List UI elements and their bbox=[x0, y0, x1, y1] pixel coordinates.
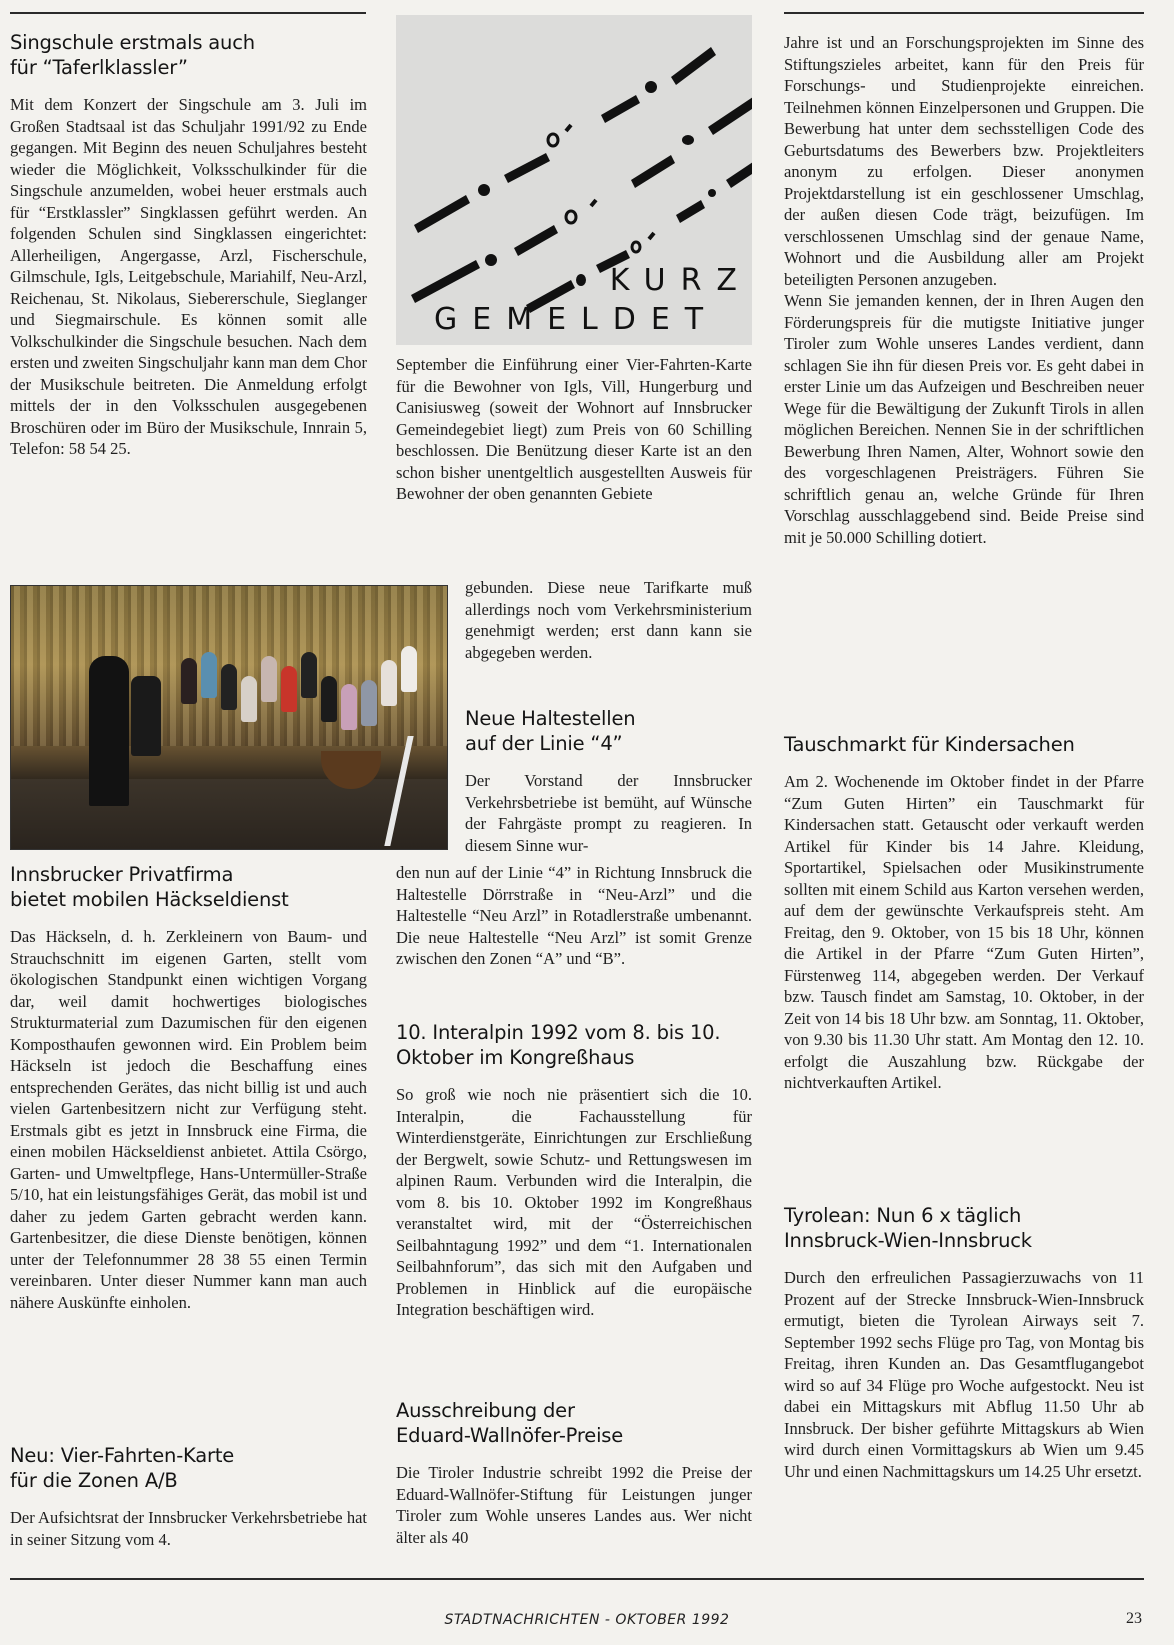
top-rule-left bbox=[10, 12, 366, 14]
article-haltestellen bbox=[465, 706, 752, 856]
choir-photo bbox=[10, 585, 448, 850]
article-tauschmarkt bbox=[784, 732, 1144, 1094]
article-singschule bbox=[10, 30, 367, 460]
article-body: Die Tiroler Industrie schreibt 1992 die Preise der Eduard-Wallnöfer-Stiftung für Leistungen junger Tiroler zum Wohle unseres Landes aus. Wer nicht älter als 40 bbox=[396, 1463, 752, 1547]
article-body: den nun auf der Linie “4” in Richtung Innsbruck die Haltestelle Dörrstraße in “Neu-Arzl” und die Haltestelle “Neu Arzl” in Rotadlerstraße umbenannt. Die neue Haltestelle “Neu Arzl” ist somit Grenze zwischen den Zonen “A” und “B”. bbox=[396, 863, 752, 968]
choir-group bbox=[121, 646, 441, 766]
article-body: gebunden. Diese neue Tarifkarte muß allerdings noch vom Verkehrsministerium genehmigt werden; erst dann kann sie abgegeben werden. bbox=[465, 578, 752, 662]
top-rule-right bbox=[784, 12, 1144, 14]
article-body: Jahre ist und an Forschungsprojekten im Sinne des Stiftungszieles arbeitet, kann für den Preis für Forschungs- und Studienprojekte einreichen. Teilnehmen können Einzelpersonen und Gruppen. Die Bewerbung hat unter dem sechsstelligen Code des Geburtsdatums des Bewerbers bzw. Projektleiters anonym zu erfolgen. Dieser anonymen Projektdarstellung ist ein geschlossener Umschlag, der außen diesen Code trägt, beizufügen. Im verschlossenen Umschlag sind der genaue Name, Wohnort und die Ausbildung aller am Projekt beteiligten Personen anzugeben. bbox=[784, 33, 1144, 289]
article-body: So groß wie noch nie präsentiert sich die 10. Interalpin, die Fachausstellung für Winterdienstgeräte, Einrichtungen zur Erschließung der Bergwelt, sowie Schutz- und Rettungswesen im alpinen Raum. Verbunden wird die Interalpin, die vom 8. bis 10. Oktober 1992 im Kongreßhaus veranstaltet wird, mit der “Österreichischen Seilbahntagung 1992” und dem “1. Internationalen Seilbahnforum”, das sich mit den Aufgaben und Problemen in Hinblick auf die europäische Integration beschäftigen wird. bbox=[396, 1085, 752, 1319]
article-title: Neu: Vier-Fahrten-Karte für die Zonen A/B bbox=[10, 1444, 235, 1492]
article-body: Wenn Sie jemanden kennen, der in Ihren Augen den Förderungspreis für die mutigste Initiative junger Tiroler zum Wohle unseres Landes verdient, dann schlagen Sie ihn für diesen Preis vor. Es geht dabei in erster Linie um das Aufzeigen und Beschreiben neuer Wege für die Bewältigung der Zukunft Tirols in allen möglichen Bereichen. Nennen Sie in der schriftlichen Bewerbung Ihren Namen, Alter, Wohnort sowie den des vorgeschlagenen Preisträgers. Führen Sie schriftlich genau an, welche Gründe für Ihren Vorschlag ausschlaggebend sind. Beide Preise sind mit je 50.000 Schilling dotiert. bbox=[784, 291, 1144, 547]
article-title: Ausschreibung der Eduard-Wallnöfer-Preise bbox=[396, 1399, 624, 1447]
article-title: Neue Haltestellen auf der Linie “4” bbox=[465, 707, 636, 755]
article-vierfahrten bbox=[10, 1443, 367, 1550]
article-body: Durch den erfreulichen Passagierzuwachs von 11 Prozent auf der Strecke Innsbruck-Wien-Innsbruck ermutigt, bieten die Tyrolean Airways seit 7. September 1992 sechs Flüge pro Tag, von Montag bis Freitag, ihren Kunden an. Das Gesamtflugangebot wird so auf 34 Flüge pro Woche aufgestockt. Neu ist dabei ein Mittagskurs mit Abflug 11.50 Uhr ab Innsbruck. Der bisher geführte Mittagskurs ab Wien wird durch einen Vormittagskurs ab Wien um 9.45 Uhr und einen Nachmittagskurs um 14.25 Uhr ersetzt. bbox=[784, 1268, 1144, 1481]
article-body: Der Aufsichtsrat der Innsbrucker Verkehrsbetriebe hat in seiner Sitzung vom 4. bbox=[10, 1508, 367, 1549]
article-vierfahrten-continued bbox=[396, 354, 752, 505]
conductor bbox=[89, 656, 129, 806]
article-title: 10. Interalpin 1992 vom 8. bis 10. Oktober im Kongreßhaus bbox=[396, 1021, 721, 1069]
article-body: Das Häckseln, d. h. Zerkleinern von Baum- und Strauchschnitt im eigenen Garten, stellt vom ökologischen Standpunkt einen wichtigen Vorgang dar, weil damit hochwertiges biologisches Strukturmaterial zum Dazumischen für den eigenen Komposthaufen gewonnen wird. Ein Problem beim Häckseln ist jedoch die Beschaffung eines entsprechenden Gerätes, das nicht billig ist und auch vielen Gartenbesitzern nicht zur Verfügung steht. Erstmals gibt es jetzt in Innsbruck eine Firma, die einen mobilen Häckseldienst anbietet. Attila Csörgo, Garten- und Umweltpflege, Hans-Untermüller-Straße 5/10, hat ein leistungsfähiges Gerät, das mobil ist und daher zu jedem Garten gebracht werden kann. Gartenbesitzer, die diese Dienste benötigen, können unter der Telefonnummer 28 38 55 einen Termin vereinbaren. Unter dieser Nummer kann man auch nähere Auskünfte einholen. bbox=[10, 927, 367, 1312]
article-wallnoefer-continued bbox=[784, 32, 1144, 548]
stage-floor bbox=[11, 779, 447, 849]
kurz-gemeldet-logo bbox=[396, 15, 752, 345]
page-number: 23 bbox=[1126, 1610, 1142, 1627]
article-body: Mit dem Konzert der Singschule am 3. Juli im Großen Stadtsaal ist das Schuljahr 1991/92 zu Ende gegangen. Mit Beginn des neuen Schuljahres besteht wieder die Möglichkeit, Volksschulkinder für die Singschule anzumelden, wobei heuer erstmals auch für “Erstklassler” Singklassen geführt werden. An folgenden Schulen sind Singklassen eingerichtet: Allerheiligen, Angergasse, Arzl, Fischerschule, Gilmschule, Igls, Leitgebschule, Mariahilf, Neu-Arzl, Reichenau, St. Nikolaus, Siebererschule, Sieglanger und Siegmairschule. Es können somit alle Volkschulkinder die Singschule besuchen. Nach dem ersten und zweiten Singschuljahr kann man dem Chor der Musikschule beitreten. Die Anmeldung erfolgt mittels der in den Volksschulen ausgegebenen Broschüren oder im Büro der Musikschule, Innrain 5, Telefon: 58 54 25. bbox=[10, 95, 367, 458]
article-title: Singschule erstmals auch für “Taferlklassler” bbox=[10, 31, 255, 79]
article-interalpin bbox=[396, 1020, 752, 1321]
article-haeckseldienst bbox=[10, 862, 367, 1313]
article-body: September die Einführung einer Vier-Fahrten-Karte für die Bewohner von Igls, Vill, Hungerburg und Canisiusweg (soweit der Wohnort auf Innsbrucker Gemeindegebiet liegt) zum Preis von 60 Schilling beschlossen. Die Benützung dieser Karte ist an den schon bisher unentgeltlich ausgestellten Ausweis für Bewohner der oben genannten Gebiete bbox=[396, 355, 752, 503]
article-body: Am 2. Wochenende im Oktober findet in der Pfarre “Zum Guten Hirten” ein Tauschmarkt für Kindersachen statt. Getauscht oder verkauft werden Artikel für Kinder bis 14 Jahre. Kleidung, Sportartikel, Spielsachen oder Musikinstrumente sollten mit einem Schild aus Karton versehen werden, auf dem der gewünschte Verkaufspreis steht. Am Freitag, den 9. Oktober, von 15 bis 18 Uhr, können die Artikel in der Pfarre “Zum Guten Hirten”, Fürstenweg 114, abgegeben werden. Der Verkauf bzw. Tausch findet am Samstag, 10. Oktober, in der Zeit von 14 bis 18 Uhr bzw. am Sonntag, 11. Oktober, von 9.30 bis 11.30 Uhr statt. Am Montag den 12. 10. erfolgt die Auszahlung bzw. Rückgabe der nichtverkauften Artikel. bbox=[784, 772, 1144, 1092]
article-vierfahrten-continued-wrap bbox=[465, 577, 752, 663]
article-title: Tyrolean: Nun 6 x täglich Innsbruck-Wien-Innsbruck bbox=[784, 1204, 1032, 1252]
article-haltestellen-continued bbox=[396, 862, 752, 970]
footer-rule bbox=[10, 1578, 1144, 1580]
article-title: Tauschmarkt für Kindersachen bbox=[784, 733, 1075, 756]
article-wallnoefer bbox=[396, 1398, 752, 1548]
article-tyrolean bbox=[784, 1203, 1144, 1482]
footer-publication-title: STADTNACHRICHTEN - OKTOBER 1992 bbox=[444, 1612, 730, 1628]
logo-line-gemeldet: GEMELDET bbox=[434, 302, 719, 337]
article-body: Der Vorstand der Innsbrucker Verkehrsbetriebe ist bemüht, auf Wünsche der Fahrgäste prompt zu reagieren. In diesem Sinne wur- bbox=[465, 771, 752, 855]
article-title: Innsbrucker Privatfirma bietet mobilen Häckseldienst bbox=[10, 863, 289, 911]
logo-line-kurz: KURZ bbox=[609, 263, 752, 298]
